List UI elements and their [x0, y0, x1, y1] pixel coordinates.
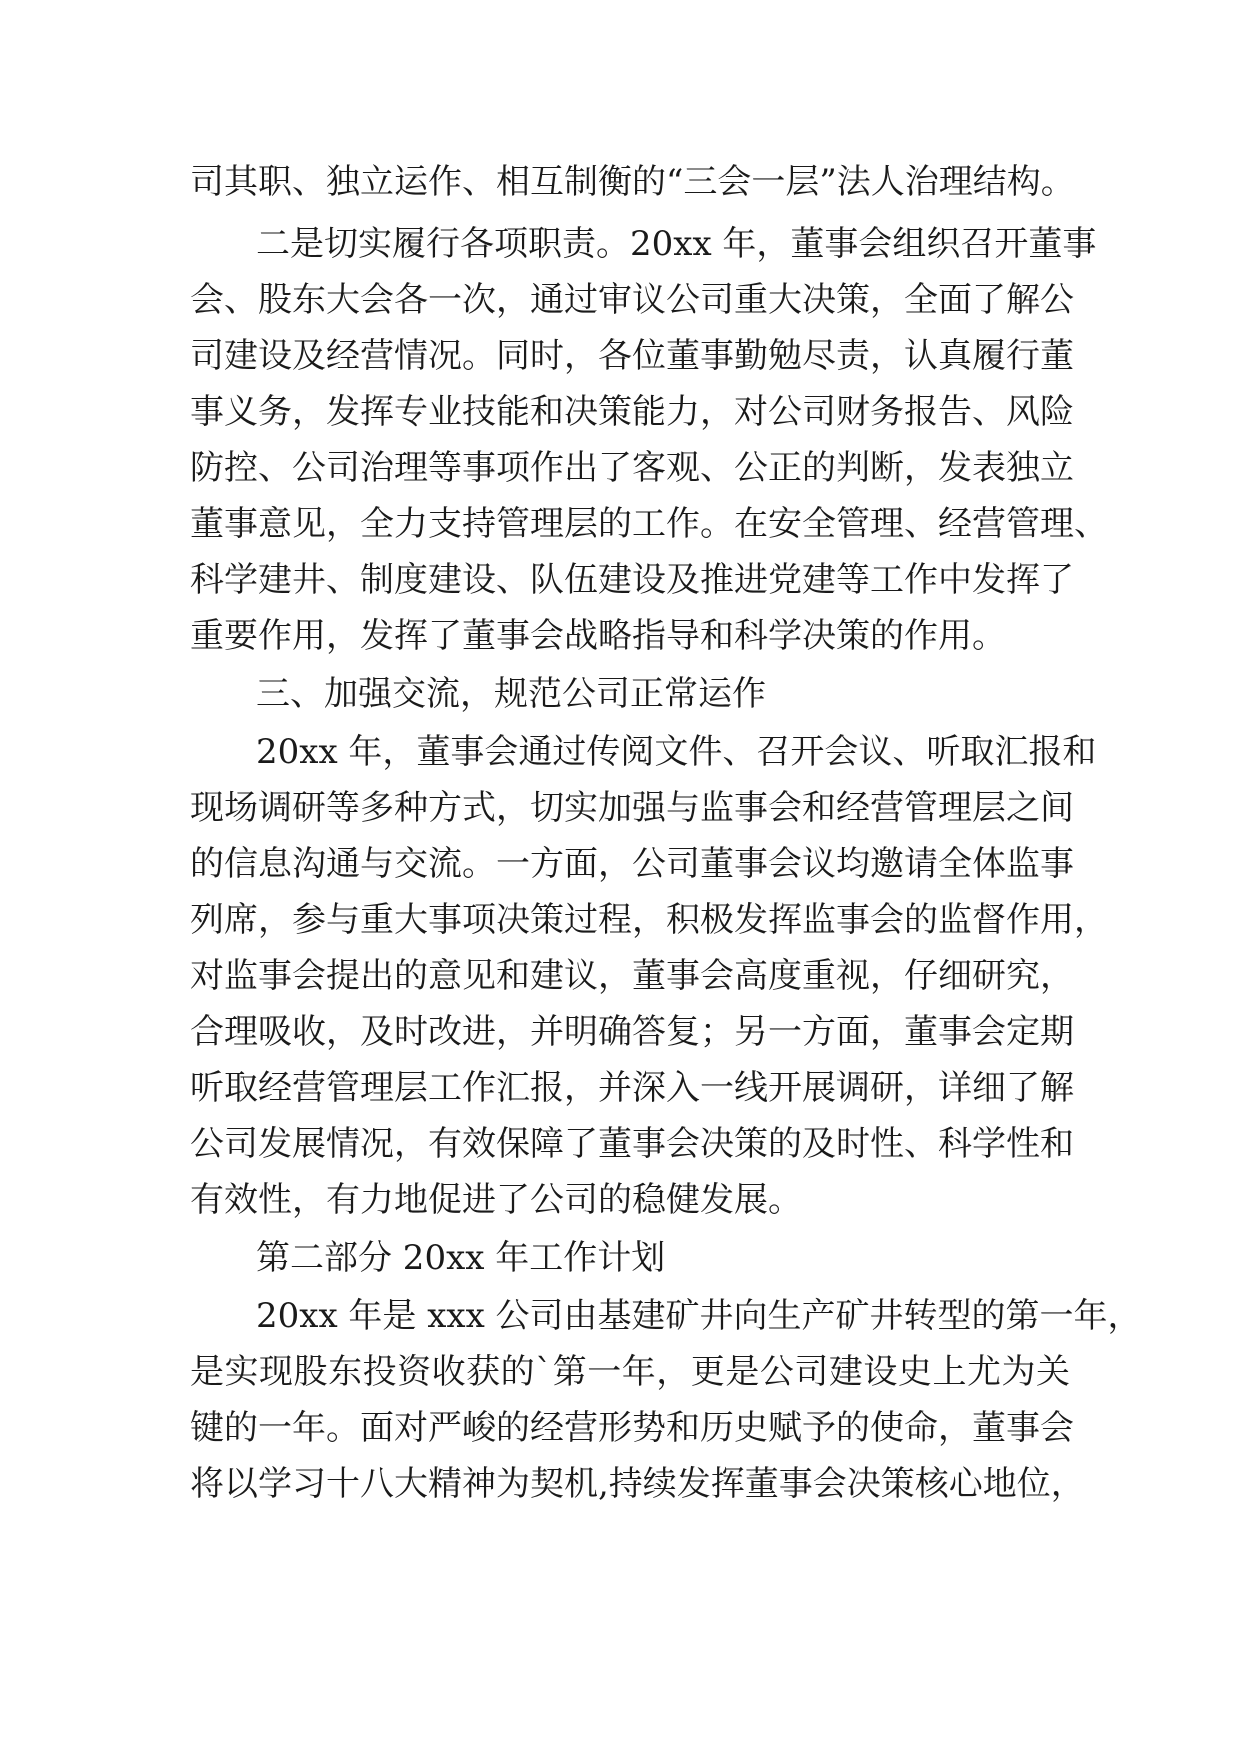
- part-heading: 第二部分 20xx 年工作计划: [256, 1238, 666, 1278]
- text-line: 将以学习十八大精神为契机,持续发挥董事会决策核心地位，: [190, 1464, 1085, 1504]
- text-line: 听取经营管理层工作汇报，并深入一线开展调研，详细了解: [190, 1068, 1074, 1108]
- text-line: 司其职、独立运作、相互制衡的“三会一层”法人治理结构。: [190, 162, 1075, 202]
- text-line: 合理吸收，及时改进，并明确答复；另一方面，董事会定期: [190, 1012, 1074, 1052]
- text-line: 的信息沟通与交流。一方面，公司董事会议均邀请全体监事: [190, 844, 1074, 884]
- text-line: 列席，参与重大事项决策过程，积极发挥监事会的监督作用，: [190, 900, 1108, 940]
- text-line: 董事意见，全力支持管理层的工作。在安全管理、经营管理、: [190, 504, 1108, 544]
- text-line: 事义务，发挥专业技能和决策能力，对公司财务报告、风险: [190, 392, 1074, 432]
- text-line: 对监事会提出的意见和建议，董事会高度重视，仔细研究，: [190, 956, 1074, 996]
- text-line: 会、股东大会各一次，通过审议公司重大决策，全面了解公: [190, 280, 1074, 320]
- text-line: 公司发展情况，有效保障了董事会决策的及时性、科学性和: [190, 1124, 1074, 1164]
- text-line: 防控、公司治理等事项作出了客观、公正的判断，发表独立: [190, 448, 1074, 488]
- paragraph-start-line: 20xx 年是 xxx 公司由基建矿井向生产矿井转型的第一年，: [256, 1296, 1142, 1336]
- text-line: 现场调研等多种方式，切实加强与监事会和经营管理层之间: [190, 788, 1074, 828]
- section-heading: 三、加强交流，规范公司正常运作: [256, 674, 766, 714]
- text-line: 科学建井、制度建设、队伍建设及推进党建等工作中发挥了: [190, 560, 1074, 600]
- text-line: 有效性，有力地促进了公司的稳健发展。: [190, 1180, 802, 1220]
- text-line: 键的一年。面对严峻的经营形势和历史赋予的使命，董事会: [190, 1408, 1074, 1448]
- paragraph-start-line: 20xx 年，董事会通过传阅文件、召开会议、听取汇报和: [256, 732, 1097, 772]
- text-line: 司建设及经营情况。同时，各位董事勤勉尽责，认真履行董: [190, 336, 1074, 376]
- text-line: 重要作用，发挥了董事会战略指导和科学决策的作用。: [190, 616, 1006, 656]
- paragraph-start-line: 二是切实履行各项职责。20xx 年，董事会组织召开董事: [256, 224, 1097, 264]
- text-line: 是实现股东投资收获的`第一年，更是公司建设史上尤为关: [190, 1352, 1070, 1392]
